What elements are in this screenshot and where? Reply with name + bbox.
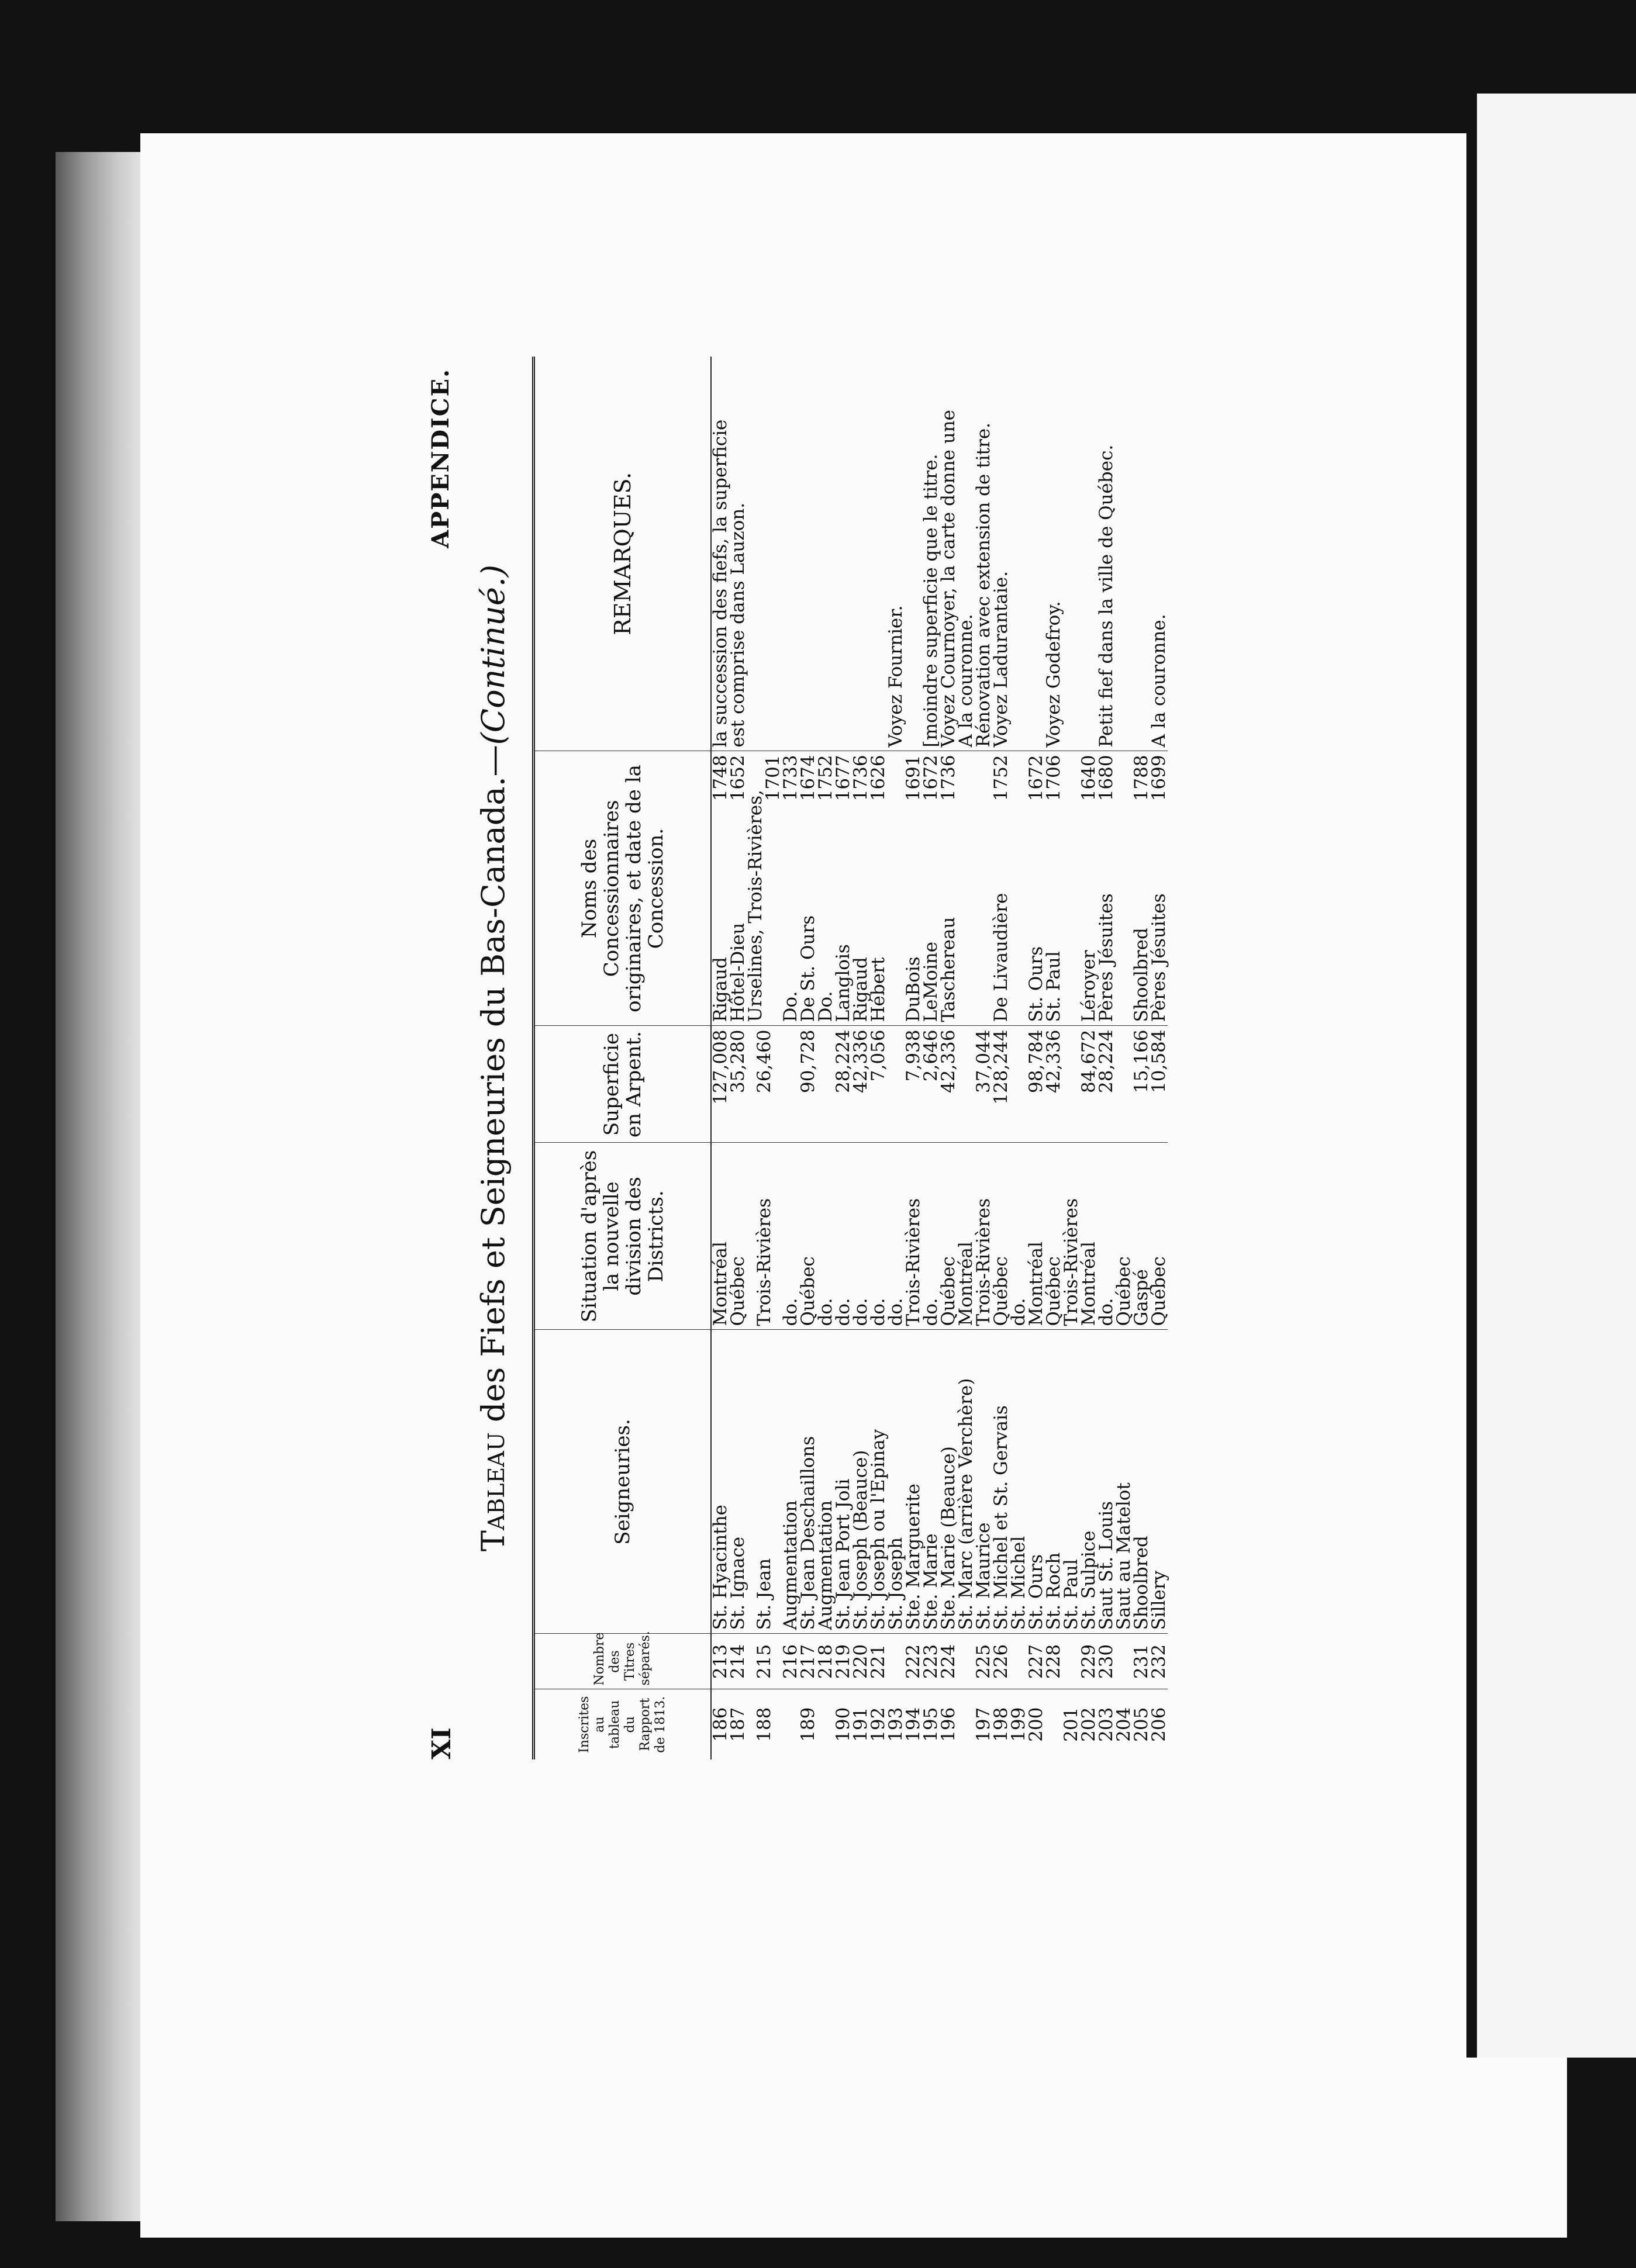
- cell-seigneurie: Ste. Marguerite: [905, 1330, 922, 1634]
- cell-nombre-titres: 219: [834, 1634, 852, 1689]
- cell-concessionnaire: [940, 751, 957, 1026]
- table-row: [711, 357, 729, 1759]
- cell-concessionnaire: [1010, 751, 1027, 1026]
- cell-situation: Trois-Rivières: [975, 1143, 992, 1330]
- cell-nombre-titres: [957, 1634, 975, 1689]
- cell-seigneurie: St. Maurice: [975, 1330, 992, 1634]
- cell-superficie: 42,336: [940, 1026, 957, 1143]
- cell-situation: do.: [869, 1143, 887, 1330]
- cell-situation: do.: [782, 1143, 799, 1330]
- cell-superficie: 2,646: [922, 1026, 940, 1143]
- cell-nombre-titres: 224: [940, 1634, 957, 1689]
- cell-situation: do.: [817, 1143, 834, 1330]
- cell-inscrite: 188: [754, 1707, 775, 1742]
- cell-superficie: 26,460: [747, 1026, 782, 1143]
- header-concessionnaires: Noms des Concessionnaires originaires, et date de la Concession.: [534, 751, 712, 1026]
- cell-superficie: [1115, 1026, 1133, 1143]
- cell-seigneurie: St. Joseph (Beauce): [852, 1330, 869, 1634]
- page-number: XI: [427, 1727, 457, 1759]
- cell-situation: Montréal: [1080, 1143, 1097, 1330]
- cell-concessionnaire: [834, 751, 852, 1026]
- concessionnaire-name: Do.: [780, 991, 801, 1022]
- table-header-row: [534, 357, 712, 1759]
- cell-situation: Trois-Rivières: [905, 1143, 922, 1330]
- cell-inscrite: 204: [1113, 1707, 1134, 1742]
- cell-concessionnaire: [1150, 751, 1168, 1026]
- cell-seigneurie: St. Roch: [1045, 1330, 1062, 1634]
- cell-superficie: 84,672: [1080, 1026, 1097, 1143]
- cell-nombre-titres: 222: [905, 1634, 922, 1689]
- cell-remarque: [1133, 357, 1150, 751]
- concession-year: 1640: [1078, 755, 1099, 801]
- concession-year: 1748: [710, 755, 731, 801]
- cell-situation: Québec: [1150, 1143, 1168, 1330]
- cell-remarque: [834, 357, 852, 751]
- concession-year: 1626: [868, 755, 889, 801]
- cell-nombre-titres: 216: [782, 1634, 799, 1689]
- cell-seigneurie: St. Hyacinthe: [711, 1330, 729, 1634]
- concession-year: 1752: [815, 755, 836, 801]
- book-page-edge: [56, 152, 143, 2221]
- cell-inscrite: 203: [1096, 1707, 1117, 1742]
- cell-nombre-titres: 226: [992, 1634, 1010, 1689]
- cell-superficie: [817, 1026, 834, 1143]
- table-title: [475, 357, 512, 1759]
- cell-seigneurie: St. Ignace: [729, 1330, 747, 1634]
- concession-year: 1699: [1148, 755, 1169, 801]
- table-row: [1080, 357, 1097, 1759]
- cell-situation: Trois-Rivières: [747, 1143, 782, 1330]
- table-row: [957, 357, 975, 1759]
- table-row: [940, 357, 957, 1759]
- cell-superficie: 37,044: [975, 1026, 992, 1143]
- cell-seigneurie: Augmentation: [817, 1330, 834, 1634]
- table-row: [887, 357, 905, 1759]
- concession-year: 1752: [990, 755, 1012, 801]
- concessionnaire-name: St. Ours: [1026, 946, 1047, 1022]
- cell-concessionnaire: [887, 751, 905, 1026]
- cell-seigneurie: St. Michel: [1010, 1330, 1027, 1634]
- header-nombre-titres: Nombre des Titres séparés.: [534, 1634, 712, 1689]
- cell-concessionnaire: [922, 751, 940, 1026]
- cell-inscrite: [957, 1689, 975, 1759]
- table-row: [782, 357, 799, 1759]
- cell-remarque: [1027, 357, 1045, 751]
- cell-remarque: Petit fief dans la ville de Québec.: [1097, 357, 1115, 751]
- header-inscrites: Inscrites au tableau du Rapport de 1813.: [534, 1689, 712, 1759]
- cell-concessionnaire: [1062, 751, 1080, 1026]
- cell-concessionnaire: [711, 751, 729, 1026]
- cell-situation: do.: [834, 1143, 852, 1330]
- header-superficie: Superficie en Arpent.: [534, 1026, 712, 1143]
- title-prefix: Tableau: [475, 1432, 512, 1552]
- cell-inscrite: 201: [1061, 1707, 1082, 1742]
- cell-nombre-titres: 214: [729, 1634, 747, 1689]
- cell-remarque: [1062, 357, 1080, 751]
- cell-superficie: 28,224: [834, 1026, 852, 1143]
- cell-inscrite: 199: [1008, 1707, 1029, 1742]
- cell-superficie: 90,728: [799, 1026, 817, 1143]
- concession-year: 1736: [938, 755, 959, 801]
- cell-concessionnaire: [1027, 751, 1045, 1026]
- cell-superficie: 42,336: [1045, 1026, 1062, 1143]
- cell-remarque: A la couronne.: [957, 357, 975, 751]
- cell-nombre-titres: 231: [1133, 1634, 1150, 1689]
- concessionnaire-name: DuBois: [903, 956, 924, 1022]
- concessionnaire-name: Hébert: [868, 957, 889, 1022]
- table-row: [1027, 357, 1045, 1759]
- table-row: [747, 357, 782, 1759]
- concession-year: 1680: [1096, 755, 1117, 801]
- cell-nombre-titres: 229: [1080, 1634, 1097, 1689]
- cell-superficie: 42,336: [852, 1026, 869, 1143]
- cell-superficie: 15,166: [1133, 1026, 1150, 1143]
- cell-superficie: [957, 1026, 975, 1143]
- cell-remarque: Voyez Cournoyer, la carte donne une: [940, 357, 957, 751]
- cell-nombre-titres: 218: [817, 1634, 834, 1689]
- cell-situation: Montréal: [711, 1143, 729, 1330]
- cell-seigneurie: St. Jean: [747, 1330, 782, 1634]
- cell-inscrite: 186: [710, 1707, 731, 1742]
- cell-superficie: [782, 1026, 799, 1143]
- cell-inscrite: 189: [798, 1707, 819, 1742]
- table-row: [975, 357, 992, 1759]
- concessionnaire-name: Léroyer: [1078, 950, 1099, 1022]
- cell-situation: Québec: [940, 1143, 957, 1330]
- cell-situation: do.: [852, 1143, 869, 1330]
- table-row: [817, 357, 834, 1759]
- table-row: [729, 357, 747, 1759]
- cell-concessionnaire: [1080, 751, 1097, 1026]
- concessionnaire-name: De St. Ours: [798, 915, 819, 1022]
- facing-page: [1473, 94, 1636, 2058]
- cell-inscrite: 196: [938, 1707, 959, 1742]
- concessionnaire-name: Langlois: [833, 944, 854, 1022]
- cell-nombre-titres: [1115, 1634, 1133, 1689]
- cell-nombre-titres: 217: [799, 1634, 817, 1689]
- cell-seigneurie: Sillery: [1150, 1330, 1168, 1634]
- cell-situation: Québec: [1115, 1143, 1133, 1330]
- concession-year: 1788: [1131, 755, 1152, 801]
- header-situation: Situation d'après la nouvelle division des Districts.: [534, 1143, 712, 1330]
- header-seigneuries: Seigneuries.: [534, 1330, 712, 1634]
- cell-superficie: [1062, 1026, 1080, 1143]
- cell-inscrite: [782, 1689, 799, 1759]
- concessionnaire-name: Shoolbred: [1131, 928, 1152, 1022]
- concession-year: 1652: [727, 755, 748, 801]
- cell-superficie: 7,056: [869, 1026, 887, 1143]
- cell-inscrite: [817, 1689, 834, 1759]
- cell-concessionnaire: [1097, 751, 1115, 1026]
- cell-seigneurie: St. Ours: [1027, 1330, 1045, 1634]
- cell-situation: do.: [1097, 1143, 1115, 1330]
- cell-concessionnaire: [747, 751, 782, 1026]
- concession-year: 1691: [903, 755, 924, 801]
- cell-nombre-titres: 232: [1150, 1634, 1168, 1689]
- concession-year: 1674: [798, 755, 819, 801]
- cell-remarque: [1115, 357, 1133, 751]
- table-row: [992, 357, 1010, 1759]
- cell-superficie: 28,224: [1097, 1026, 1115, 1143]
- concessionnaire-name: Hôtel-Dieu: [727, 922, 748, 1022]
- cell-concessionnaire: [1045, 751, 1062, 1026]
- cell-seigneurie: Ste. Marie: [922, 1330, 940, 1634]
- cell-inscrite: 197: [973, 1707, 994, 1742]
- concessionnaire-name: Do.: [815, 991, 836, 1022]
- cell-nombre-titres: [1010, 1634, 1027, 1689]
- header-remarques: REMARQUES.: [534, 357, 712, 751]
- table-body: [711, 357, 1168, 1759]
- cell-nombre-titres: [887, 1634, 905, 1689]
- table-row: [799, 357, 817, 1759]
- cell-concessionnaire: [782, 751, 799, 1026]
- cell-superficie: 10,584: [1150, 1026, 1168, 1143]
- cell-remarque: [782, 357, 799, 751]
- table-row: [834, 357, 852, 1759]
- concession-year: 1672: [920, 755, 941, 801]
- cell-concessionnaire: [957, 751, 975, 1026]
- cell-inscrite: 190: [833, 1707, 854, 1742]
- table-row: [1133, 357, 1150, 1759]
- cell-concessionnaire: [975, 751, 992, 1026]
- cell-inscrite: 187: [727, 1707, 748, 1742]
- title-continued: (Continué.): [475, 564, 512, 745]
- cell-situation: Gaspé: [1133, 1143, 1150, 1330]
- cell-remarque: la succession des fiefs, la superficie: [711, 357, 729, 751]
- cell-remarque: Rénovation avec extension de titre.: [975, 357, 992, 751]
- cell-inscrite: 206: [1148, 1707, 1169, 1742]
- concession-year: 1701: [762, 755, 784, 801]
- cell-inscrite: 192: [868, 1707, 889, 1742]
- cell-situation: do.: [887, 1143, 905, 1330]
- cell-seigneurie: Shoolbred: [1133, 1330, 1150, 1634]
- cell-nombre-titres: 228: [1045, 1634, 1062, 1689]
- table-row: [1097, 357, 1115, 1759]
- concessionnaire-name: LeMoine: [920, 941, 941, 1022]
- book-gutter: [1466, 94, 1477, 2058]
- table-row: [1062, 357, 1080, 1759]
- concession-year: 1677: [833, 755, 854, 801]
- cell-situation: Montréal: [957, 1143, 975, 1330]
- cell-superficie: 98,784: [1027, 1026, 1045, 1143]
- cell-concessionnaire: [799, 751, 817, 1026]
- cell-superficie: 128,244: [992, 1026, 1010, 1143]
- concession-year: 1736: [850, 755, 871, 801]
- concessionnaire-name: Pères Jésuites: [1148, 893, 1169, 1022]
- cell-concessionnaire: [817, 751, 834, 1026]
- cell-situation: Québec: [1045, 1143, 1062, 1330]
- cell-seigneurie: Saut au Matelot: [1115, 1330, 1133, 1634]
- title-main: des Fiefs et Seigneuries du Bas-Canada.—: [475, 745, 512, 1433]
- cell-nombre-titres: 215: [747, 1634, 782, 1689]
- cell-remarque: [1080, 357, 1097, 751]
- cell-seigneurie: St. Joseph ou l'Epinay: [869, 1330, 887, 1634]
- cell-nombre-titres: 213: [711, 1634, 729, 1689]
- cell-remarque: est comprise dans Lauzon.: [729, 357, 747, 751]
- table-row: [1115, 357, 1133, 1759]
- table-row: [1010, 357, 1027, 1759]
- cell-nombre-titres: [1062, 1634, 1080, 1689]
- cell-nombre-titres: 223: [922, 1634, 940, 1689]
- cell-inscrite: 191: [850, 1707, 871, 1742]
- cell-remarque: [905, 357, 922, 751]
- table-row: [905, 357, 922, 1759]
- cell-superficie: [1010, 1026, 1027, 1143]
- concession-year: 1672: [1026, 755, 1047, 801]
- cell-seigneurie: St. Marc (arrière Verchère): [957, 1330, 975, 1634]
- cell-inscrite: [1045, 1689, 1062, 1759]
- cell-remarque: [852, 357, 869, 751]
- cell-superficie: 7,938: [905, 1026, 922, 1143]
- cell-seigneurie: St. Sulpice: [1080, 1330, 1097, 1634]
- cell-seigneurie: St. Paul: [1062, 1330, 1080, 1634]
- concession-year: 1706: [1043, 755, 1064, 801]
- cell-superficie: 35,280: [729, 1026, 747, 1143]
- concessionnaire-name: St. Paul: [1043, 951, 1064, 1022]
- cell-remarque: [1010, 357, 1027, 751]
- cell-remarque: Voyez Fournier.: [887, 357, 905, 751]
- cell-superficie: 127,008: [711, 1026, 729, 1143]
- cell-remarque: [799, 357, 817, 751]
- cell-nombre-titres: 220: [852, 1634, 869, 1689]
- table-row: [922, 357, 940, 1759]
- rotated-page-content: [427, 357, 1327, 1759]
- concessionnaire-name: De Livaudière: [990, 893, 1012, 1022]
- cell-remarque: A la couronne.: [1150, 357, 1168, 751]
- cell-concessionnaire: [1115, 751, 1133, 1026]
- concessionnaire-name: Rigaud: [850, 957, 871, 1022]
- cell-seigneurie: St. Jean Port Joli: [834, 1330, 852, 1634]
- cell-seigneurie: St. Joseph: [887, 1330, 905, 1634]
- cell-situation: Québec: [799, 1143, 817, 1330]
- table-row: [869, 357, 887, 1759]
- cell-nombre-titres: 227: [1027, 1634, 1045, 1689]
- table-row: [1045, 357, 1062, 1759]
- cell-remarque: [869, 357, 887, 751]
- seigneuries-table: [532, 357, 1168, 1759]
- cell-nombre-titres: 221: [869, 1634, 887, 1689]
- cell-inscrite: 202: [1078, 1707, 1099, 1742]
- cell-inscrite: 194: [903, 1707, 924, 1742]
- cell-concessionnaire: [852, 751, 869, 1026]
- cell-remarque: Voyez Ladurantaie.: [992, 357, 1010, 751]
- cell-nombre-titres: 225: [975, 1634, 992, 1689]
- cell-inscrite: 200: [1026, 1707, 1047, 1742]
- cell-seigneurie: St. Michel et St. Gervais: [992, 1330, 1010, 1634]
- cell-seigneurie: St. Jean Deschaillons: [799, 1330, 817, 1634]
- cell-inscrite: 205: [1131, 1707, 1152, 1742]
- cell-concessionnaire: [869, 751, 887, 1026]
- cell-seigneurie: Ste. Marie (Beauce): [940, 1330, 957, 1634]
- cell-situation: do.: [1010, 1143, 1027, 1330]
- cell-concessionnaire: [729, 751, 747, 1026]
- cell-remarque: [moindre superficie que le titre.: [922, 357, 940, 751]
- cell-remarque: [817, 357, 834, 751]
- cell-seigneurie: Saut St. Louis: [1097, 1330, 1115, 1634]
- cell-inscrite: 198: [990, 1707, 1012, 1742]
- cell-superficie: [887, 1026, 905, 1143]
- concession-year: 1733: [780, 755, 801, 801]
- running-head: APPENDICE.: [427, 368, 454, 548]
- cell-inscrite: 195: [920, 1707, 941, 1742]
- cell-situation: Trois-Rivières: [1062, 1143, 1080, 1330]
- cell-remarque: [747, 357, 782, 751]
- cell-seigneurie: Augmentation: [782, 1330, 799, 1634]
- concessionnaire-name: Rigaud: [710, 957, 731, 1022]
- table-row: [852, 357, 869, 1759]
- cell-inscrite: 193: [885, 1707, 906, 1742]
- cell-concessionnaire: [1133, 751, 1150, 1026]
- concessionnaire-name: Urselines, Trois-Rivières,: [745, 790, 766, 1022]
- cell-concessionnaire: [905, 751, 922, 1026]
- table-row: [1150, 357, 1168, 1759]
- concessionnaire-name: Pères Jésuites: [1096, 893, 1117, 1022]
- cell-situation: Québec: [729, 1143, 747, 1330]
- cell-situation: Montréal: [1027, 1143, 1045, 1330]
- cell-situation: do.: [922, 1143, 940, 1330]
- cell-nombre-titres: 230: [1097, 1634, 1115, 1689]
- cell-concessionnaire: [992, 751, 1010, 1026]
- cell-remarque: Voyez Godefroy.: [1045, 357, 1062, 751]
- cell-situation: Québec: [992, 1143, 1010, 1330]
- concessionnaire-name: Taschereau: [938, 917, 959, 1022]
